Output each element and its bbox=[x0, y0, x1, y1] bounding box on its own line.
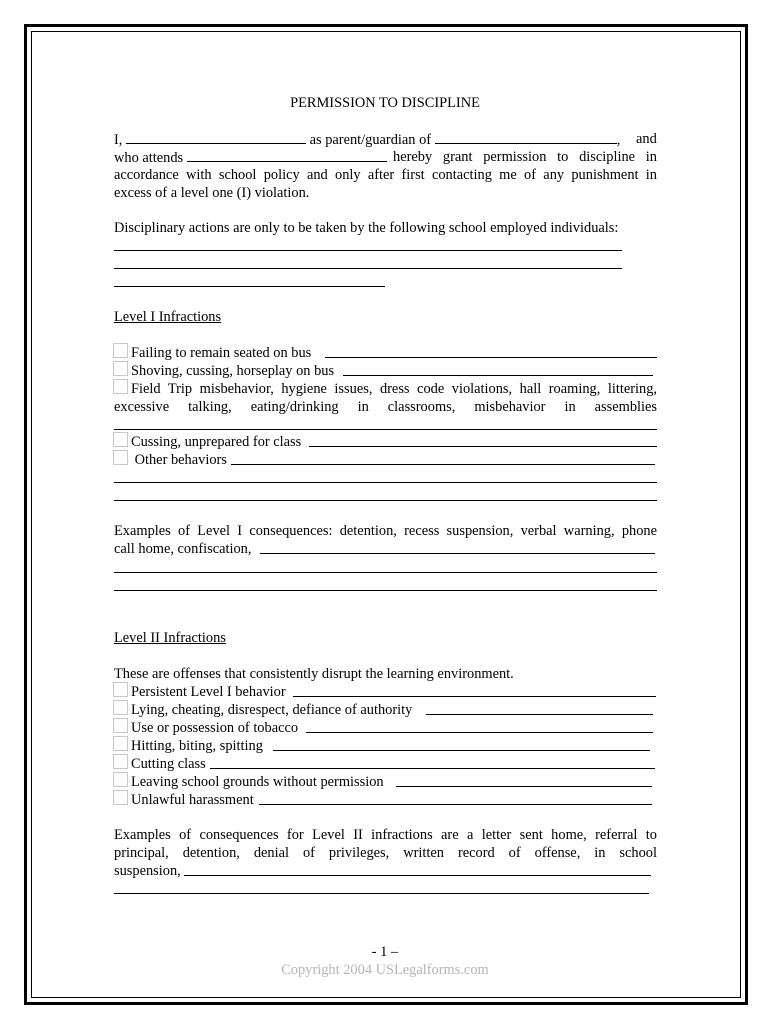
level1-item-3: Field Trip misbehavior, hygiene issues, dress code violations, hall roaming, littering, bbox=[131, 381, 657, 397]
intro-line-2b: hereby grant permission to discipline in bbox=[393, 149, 657, 165]
level2-checkbox-6[interactable] bbox=[113, 772, 128, 787]
level1-consequences-2: call home, confiscation, bbox=[114, 541, 252, 557]
level2-item-2: Lying, cheating, disrespect, defiance of authority bbox=[131, 702, 413, 718]
intro-parent-guardian: as parent/guardian of bbox=[309, 132, 432, 148]
level1-item-5-line[interactable] bbox=[231, 464, 655, 465]
level1-item-1-line[interactable] bbox=[325, 357, 657, 358]
intro-who-attends: who attends bbox=[114, 150, 184, 166]
intro-comma: , bbox=[616, 132, 621, 148]
level2-item-7-line[interactable] bbox=[259, 804, 652, 805]
intro-i: I, bbox=[114, 132, 123, 148]
document-title: PERMISSION TO DISCIPLINE bbox=[290, 95, 480, 111]
level2-intro: These are offenses that consistently disrupt the learning environment. bbox=[114, 666, 514, 682]
intro-and: and bbox=[636, 131, 657, 147]
level1-checkbox-1[interactable] bbox=[113, 343, 128, 358]
level1-item-3-line[interactable] bbox=[114, 429, 657, 430]
intro-line-1 bbox=[114, 130, 620, 149]
level1-checkbox-2[interactable] bbox=[113, 361, 128, 376]
level2-consequences-1: Examples of consequences for Level II infractions are a letter sent home, referral to bbox=[114, 827, 657, 843]
individuals-line-2[interactable] bbox=[114, 268, 622, 269]
level1-consequences-line-1[interactable] bbox=[114, 572, 657, 573]
intro-line-3: accordance with school policy and only after first contacting me of any punishment in bbox=[114, 167, 657, 183]
level2-item-3: Use or possession of tobacco bbox=[131, 720, 299, 736]
level2-checkbox-1[interactable] bbox=[113, 682, 128, 697]
level2-item-1-line[interactable] bbox=[293, 696, 656, 697]
level2-checkbox-7[interactable] bbox=[113, 790, 128, 805]
parent-name-field[interactable] bbox=[126, 130, 306, 144]
level2-item-3-line[interactable] bbox=[306, 732, 653, 733]
level1-consequences-1: Examples of Level I consequences: detention, recess suspension, verbal warning, phone bbox=[114, 523, 657, 539]
level1-checkbox-3[interactable] bbox=[113, 379, 128, 394]
level1-heading: Level I Infractions bbox=[114, 309, 222, 325]
level2-item-5-line[interactable] bbox=[210, 768, 655, 769]
level2-item-4-line[interactable] bbox=[273, 750, 650, 751]
level1-consequences-line-2[interactable] bbox=[114, 590, 657, 591]
level2-checkbox-4[interactable] bbox=[113, 736, 128, 751]
level1-consequences-line-0[interactable] bbox=[260, 553, 655, 554]
level2-consequences-line-1[interactable] bbox=[114, 893, 649, 894]
level2-item-2-line[interactable] bbox=[426, 714, 653, 715]
level2-item-5: Cutting class bbox=[131, 756, 206, 772]
level1-item-1: Failing to remain seated on bus bbox=[131, 345, 312, 361]
individuals-line-1[interactable] bbox=[114, 250, 622, 251]
intro-line-2a bbox=[114, 148, 387, 167]
level2-checkbox-2[interactable] bbox=[113, 700, 128, 715]
level2-item-6: Leaving school grounds without permission bbox=[131, 774, 384, 790]
level1-blank-line-1[interactable] bbox=[114, 482, 657, 483]
level1-item-4-line[interactable] bbox=[309, 446, 657, 447]
level1-item-3-cont: excessive talking, eating/drinking in classrooms, misbehavior in assemblies bbox=[114, 399, 657, 415]
level2-consequences-3: suspension, bbox=[114, 863, 181, 879]
level1-blank-line-2[interactable] bbox=[114, 500, 657, 501]
child-name-field[interactable] bbox=[435, 130, 617, 144]
level1-checkbox-4[interactable] bbox=[113, 432, 128, 447]
level2-heading: Level II Infractions bbox=[114, 630, 226, 646]
school-name-field[interactable] bbox=[187, 148, 387, 162]
level2-item-1: Persistent Level I behavior bbox=[131, 684, 286, 700]
page-number: - 1 – bbox=[371, 944, 399, 960]
level2-checkbox-5[interactable] bbox=[113, 754, 128, 769]
level2-consequences-line-0[interactable] bbox=[184, 875, 651, 876]
level2-checkbox-3[interactable] bbox=[113, 718, 128, 733]
level1-item-5: Other behaviors bbox=[131, 452, 227, 468]
level2-item-6-line[interactable] bbox=[396, 786, 652, 787]
level1-item-2-line[interactable] bbox=[343, 375, 653, 376]
level1-item-2: Shoving, cussing, horseplay on bus bbox=[131, 363, 335, 379]
level2-consequences-2: principal, detention, denial of privileges, written record of offense, in school bbox=[114, 845, 657, 861]
level2-item-7: Unlawful harassment bbox=[131, 792, 254, 808]
level2-item-4: Hitting, biting, spitting bbox=[131, 738, 263, 754]
level1-item-4: Cussing, unprepared for class bbox=[131, 434, 302, 450]
copyright-notice: Copyright 2004 USLegalforms.com bbox=[281, 962, 489, 978]
individuals-line-3[interactable] bbox=[114, 286, 385, 287]
disciplinary-intro: Disciplinary actions are only to be taken by the following school employed individuals: bbox=[114, 220, 619, 236]
intro-line-4: excess of a level one (I) violation. bbox=[114, 185, 310, 201]
level1-checkbox-5[interactable] bbox=[113, 450, 128, 465]
